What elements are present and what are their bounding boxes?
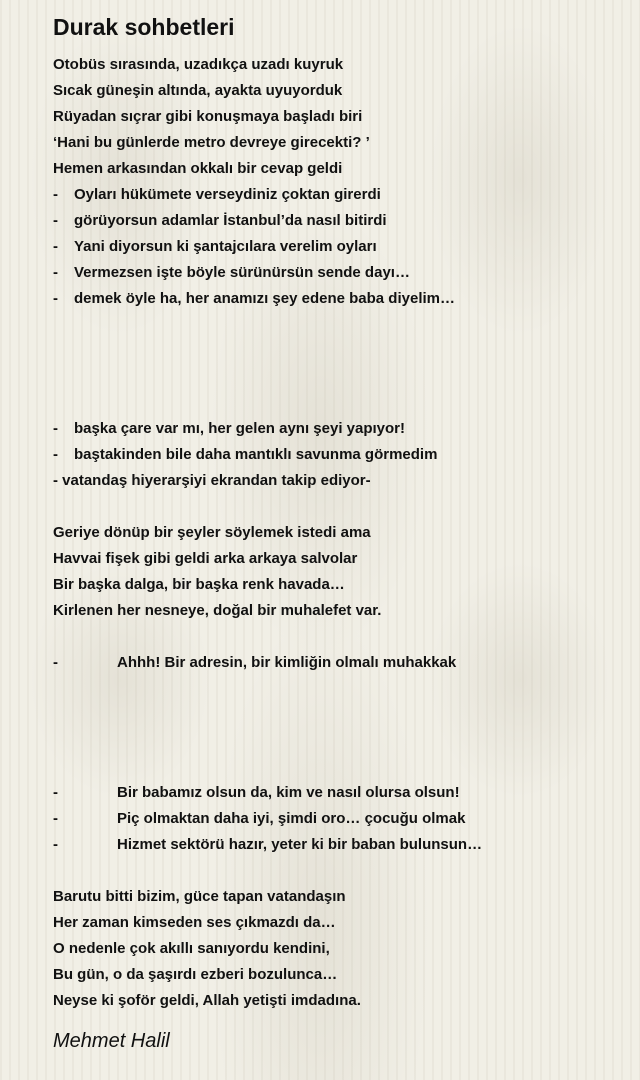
stanza-2 (53, 520, 623, 624)
verse-line: Bir başka dalga, bir başka renk havada… (53, 576, 345, 593)
dash-marker: - (53, 654, 58, 671)
dialog-line (53, 442, 623, 468)
verse-line: Havvai fişek gibi geldi arka arkaya salvolar (53, 550, 358, 567)
dialog-line (53, 832, 623, 858)
author-signature: Mehmet Halil (53, 1030, 170, 1052)
dialog-line (53, 208, 623, 234)
dialog-line (53, 780, 623, 806)
stanza-1 (53, 52, 623, 182)
stanza-3 (53, 884, 623, 1014)
dialog-text: Hizmet sektörü hazır, yeter ki bir baban bulunsun… (117, 836, 483, 853)
poem-title: Durak sohbetleri (53, 14, 235, 40)
dialog-text: baştakinden bile daha mantıklı savunma görmedim (74, 446, 438, 463)
verse-line: Barutu bitti bizim, güce tapan vatandaşın (53, 888, 346, 905)
dialog-line (53, 650, 623, 676)
dialog-text: Vermezsen işte böyle sürünürsün sende dayı… (74, 264, 410, 281)
dialog-line (53, 806, 623, 832)
verse-line: Rüyadan sıçrar gibi konuşmaya başladı biri (53, 108, 363, 125)
spacer (53, 676, 623, 754)
dash-marker: - (53, 212, 58, 229)
verse-line: Hemen arkasından okkalı bir cevap geldi (53, 160, 343, 177)
dash-marker: - (53, 186, 58, 203)
spacer (53, 624, 623, 650)
verse-line: Neyse ki şoför geldi, Allah yetişti imdadına. (53, 992, 361, 1009)
dash-marker: - (53, 290, 58, 307)
dialog-text: Yani diyorsun ki şantajcılara verelim oyları (74, 238, 377, 255)
dialog-line (53, 234, 623, 260)
dialog-3 (53, 650, 623, 676)
spacer (53, 390, 623, 416)
verse-line: Sıcak güneşin altında, ayakta uyuyorduk (53, 82, 343, 99)
dialog-text: demek öyle ha, her anamızı şey edene baba diyelim… (74, 290, 455, 307)
dash-marker: - (53, 446, 58, 463)
dialog-text: görüyorsun adamlar İstanbul’da nasıl bitirdi (74, 212, 387, 229)
dialog-text: Piç olmaktan daha iyi, şimdi oro… çocuğu olmak (117, 810, 466, 827)
verse-line: Kirlenen her nesneye, doğal bir muhalefet var. (53, 602, 382, 619)
verse-line: O nedenle çok akıllı sanıyordu kendini, (53, 940, 330, 957)
dialog-text: Oyları hükümete verseydiniz çoktan girerdi (74, 186, 381, 203)
dialog-4 (53, 780, 623, 858)
dialog-text: Bir babamız olsun da, kim ve nasıl olursa olsun! (117, 784, 460, 801)
dash-marker: - (53, 784, 58, 801)
verse-line: Otobüs sırasında, uzadıkça uzadı kuyruk (53, 56, 344, 73)
verse-line: Her zaman kimseden ses çıkmazdı da… (53, 914, 336, 931)
verse-line: ‘Hani bu günlerde metro devreye girecekti? ’ (53, 134, 370, 151)
dash-marker: - (53, 836, 58, 853)
spacer (53, 754, 623, 780)
spacer (53, 494, 623, 520)
dialog-1 (53, 182, 623, 312)
dialog-text: Ahhh! Bir adresin, bir kimliğin olmalı muhakkak (117, 654, 457, 671)
verse-line: Bu gün, o da şaşırdı ezberi bozulunca… (53, 966, 338, 983)
spacer (53, 312, 623, 390)
dialog-text: başka çare var mı, her gelen aynı şeyi yapıyor! (74, 420, 406, 437)
dialog-line (53, 260, 623, 286)
dialog-line (53, 416, 623, 442)
dialog-2 (53, 416, 623, 494)
spacer (53, 858, 623, 884)
poem-page (53, 12, 623, 1056)
verse-line: Geriye dönüp bir şeyler söylemek istedi ama (53, 524, 371, 541)
dash-marker: - (53, 264, 58, 281)
dash-marker: - (53, 810, 58, 827)
dash-marker: - (53, 238, 58, 255)
dash-marker: - (53, 420, 58, 437)
dialog-line (53, 286, 623, 312)
dialog-line (53, 182, 623, 208)
aside-line: - vatandaş hiyerarşiyi ekrandan takip ediyor- (53, 472, 371, 489)
